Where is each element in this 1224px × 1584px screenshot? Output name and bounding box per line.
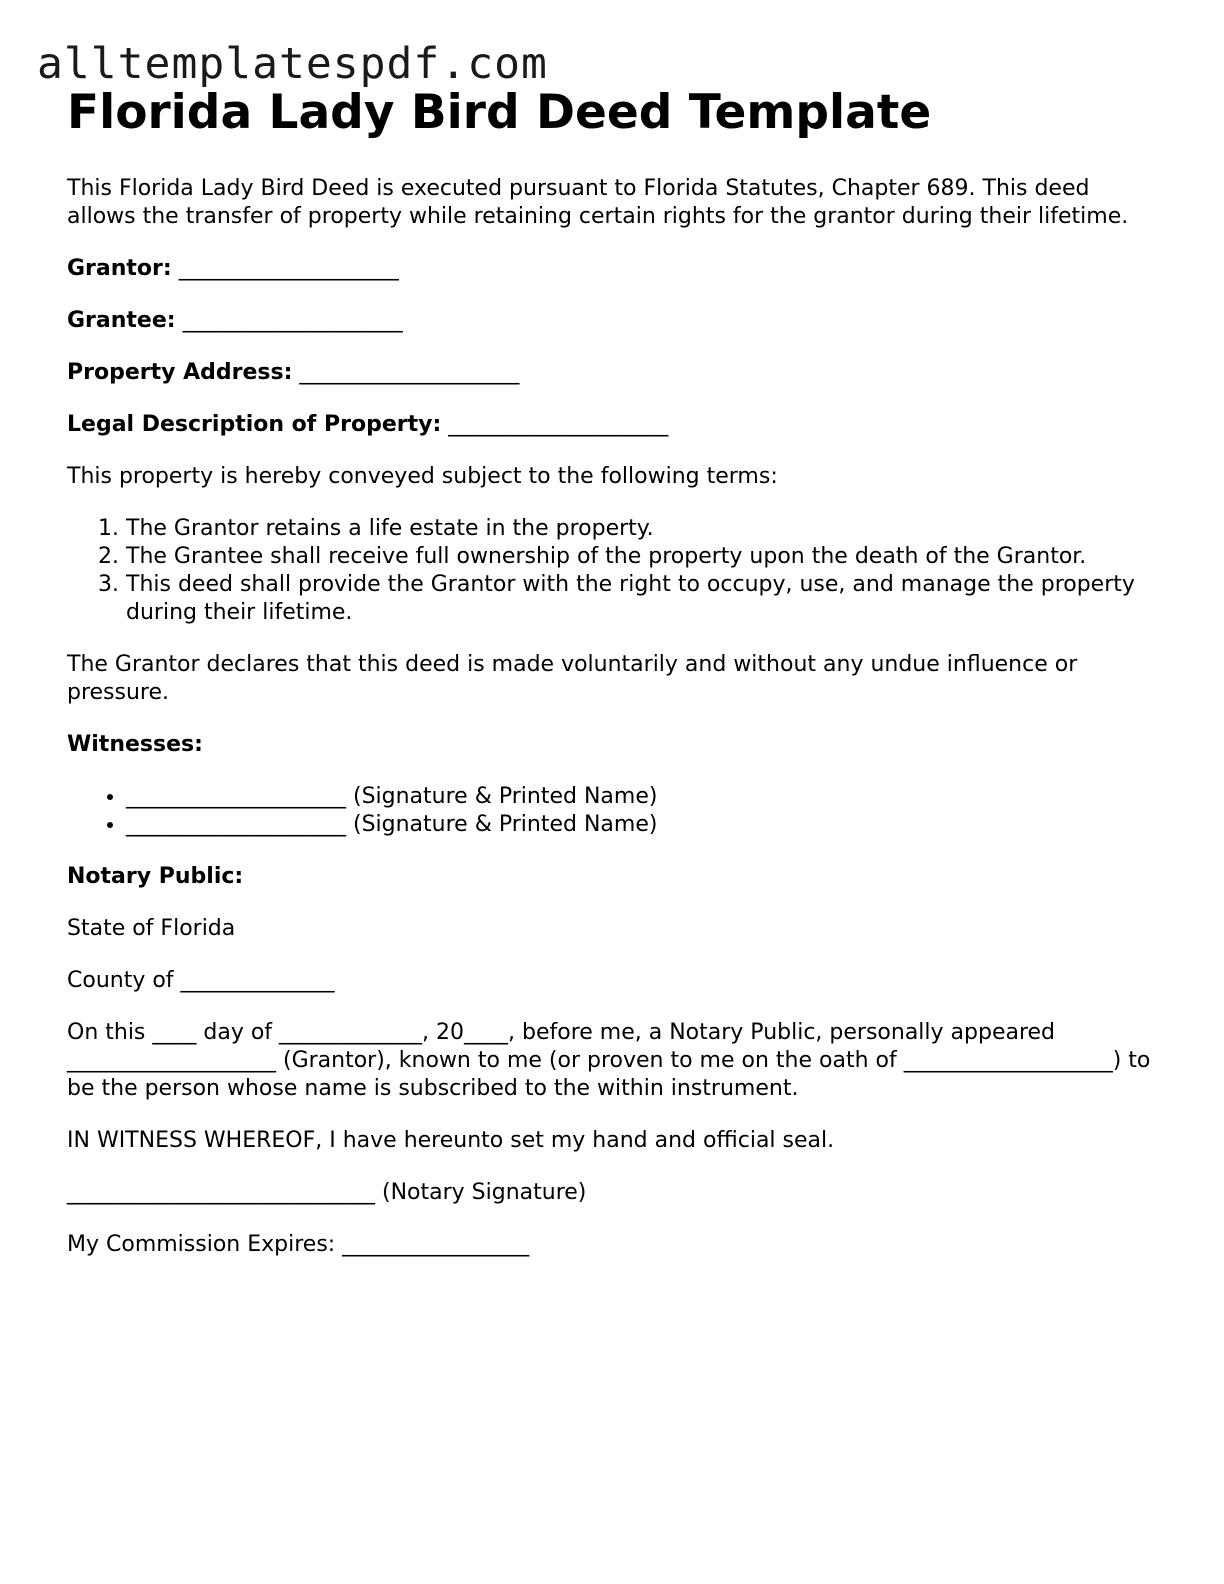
notary-acknowledgment: On this ____ day of _____________, 20____, before me, a Notary Public, personally appeared ___________________ (Grantor), known to me (or proven to me on the oath of ___________________) to be the person whose name is subscribed to the within instrument. [67, 1020, 1151, 1101]
terms-intro: This property is hereby conveyed subject to the following terms: [67, 464, 778, 489]
property-address-field [67, 359, 1167, 387]
witness-list [67, 783, 1167, 839]
witness-whereof-statement: IN WITNESS WHEREOF, I have hereunto set my hand and official seal. [67, 1128, 835, 1153]
notary-heading: Notary Public: [67, 864, 244, 889]
term-item: 3. This deed shall provide the Grantor with the right to occupy, use, and manage the property during their lifetime. [126, 571, 1167, 627]
notary-county: County of ______________ [67, 968, 335, 993]
grantee-label: Grantee: [67, 308, 176, 333]
commission-expires: My Commission Expires: _________________ [67, 1232, 530, 1257]
witness-signature-line: • ____________________ (Signature & Printed Name) [126, 783, 1167, 811]
witnesses-heading: Witnesses: [67, 732, 203, 757]
grantee-field [67, 307, 1167, 335]
term-item: 1. The Grantor retains a life estate in the property. [126, 515, 1167, 543]
legal-description-field [67, 411, 1167, 439]
legal-description-blank: ____________________ [448, 412, 669, 437]
notary-state: State of Florida [67, 916, 236, 941]
grantor-field [67, 255, 1167, 283]
witness-signature-line: • ____________________ (Signature & Printed Name) [126, 811, 1167, 839]
page-title: Florida Lady Bird Deed Template [67, 85, 932, 140]
declaration-paragraph: The Grantor declares that this deed is made voluntarily and without any undue influence or pressure. [67, 652, 1078, 705]
grantee-blank: ____________________ [182, 308, 403, 333]
notary-signature-line: ____________________________ (Notary Signature) [67, 1180, 587, 1205]
terms-list [67, 515, 1167, 627]
property-address-blank: ____________________ [299, 360, 520, 385]
term-item: 2. The Grantee shall receive full ownership of the property upon the death of the Grantor. [126, 543, 1167, 571]
legal-description-label: Legal Description of Property: [67, 412, 442, 437]
intro-paragraph: This Florida Lady Bird Deed is executed pursuant to Florida Statutes, Chapter 689. This deed allows the transfer of property while retaining certain rights for the grantor during their lifetime. [67, 176, 1129, 229]
document-body [67, 175, 1167, 1283]
property-address-label: Property Address: [67, 360, 293, 385]
grantor-blank: ____________________ [178, 256, 399, 281]
grantor-label: Grantor: [67, 256, 172, 281]
watermark-text: alltemplatespdf.com [37, 39, 548, 89]
